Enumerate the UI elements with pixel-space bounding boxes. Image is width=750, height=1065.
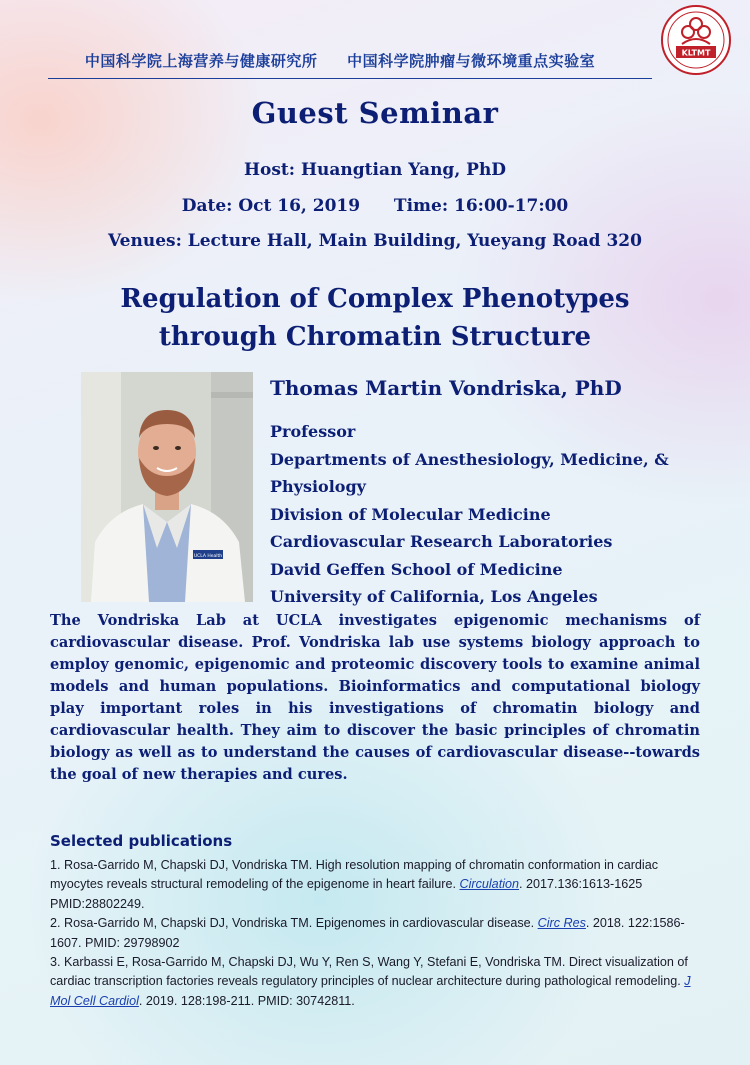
publication-citation: . 2019. 128:198-211. PMID: 30742811. <box>138 993 355 1008</box>
affiliation-line: Division of Molecular Medicine <box>270 504 551 524</box>
speaker-affiliations <box>270 418 700 611</box>
publication-item <box>50 914 700 953</box>
talk-title-line-2: through Chromatin Structure <box>158 322 592 352</box>
affiliation-line: University of California, Los Angeles <box>270 587 598 606</box>
kltmt-logo <box>660 4 732 76</box>
date-text: Date: Oct 16, 2019 <box>181 196 361 216</box>
org-name-2: 中国科学院肿瘤与微环境重点实验室 <box>347 52 596 70</box>
speaker-photo <box>81 372 253 602</box>
host-line: Host: Huangtian Yang, PhD <box>243 160 507 180</box>
org-name-1: 中国科学院上海营养与健康研究所 <box>84 52 318 70</box>
publications-list <box>50 856 700 1011</box>
publication-citation: . 2017.136:1613-1625 PMID:28802249. <box>50 877 643 911</box>
header-divider <box>48 78 652 79</box>
date-time-line <box>0 196 750 216</box>
affiliation-line: Professor <box>270 422 356 441</box>
publication-text: 3. Karbassi E, Rosa-Garrido M, Chapski DJ, Wu Y, Ren S, Wang Y, Stefani E, Vondriska TM. Direct visualization of cardiac transcription factories reveals regulatory principles of nuclear architecture during pathological remodeling. <box>50 955 688 989</box>
talk-title <box>0 280 750 356</box>
publication-text: 2. Rosa-Garrido M, Chapski DJ, Vondriska TM. Epigenomes in cardiovascular disease. <box>50 916 538 931</box>
abstract-paragraph: The Vondriska Lab at UCLA investigates epigenomic mechanisms of cardiovascular disease. Prof. Vondriska lab use systems biology approach to employ genomic, epigenomic and proteomic discovery tools to examine animal models and human populations. Bioinformatics and computational biology play important roles in his investigations of chromatin biology and cardiovascular health. They aim to discover the basic principles of chromatin biology as well as to understand the causes of cardiovascular disease--towards the goal of new therapies and cures. <box>50 612 700 783</box>
seminar-title: Guest Seminar <box>251 96 499 130</box>
publication-citation: . 2018. 122:1586-1607. PMID: 29798902 <box>50 916 685 950</box>
journal-link[interactable]: Circ Res <box>537 916 586 931</box>
journal-link[interactable]: J Mol Cell Cardiol <box>50 974 691 1008</box>
publication-text: 1. Rosa-Garrido M, Chapski DJ, Vondriska TM. High resolution mapping of chromatin conformation in cardiac myocytes reveals structural remodeling of the epigenome in heart failure. <box>50 858 659 892</box>
affiliation-line: Cardiovascular Research Laboratories <box>270 532 613 551</box>
coat-badge-text: UCLA Health <box>193 554 223 559</box>
time-text: Time: 16:00-17:00 <box>393 196 569 216</box>
journal-link[interactable]: Circulation <box>459 877 519 892</box>
logo-text: KLTMT <box>681 48 711 58</box>
header-organizations <box>40 50 640 71</box>
publication-item <box>50 856 700 914</box>
affiliation-line: Departments of Anesthesiology, Medicine, & <box>270 449 669 469</box>
publications-heading: Selected publications <box>50 832 233 850</box>
affiliation-line: Physiology <box>270 477 366 496</box>
venue-line: Venues: Lecture Hall, Main Building, Yueyang Road 320 <box>108 231 642 251</box>
talk-title-line-1: Regulation of Complex Phenotypes <box>120 284 630 314</box>
publication-item <box>50 953 700 1011</box>
speaker-name: Thomas Martin Vondriska, PhD <box>270 376 622 400</box>
affiliation-line: David Geffen School of Medicine <box>270 559 563 579</box>
